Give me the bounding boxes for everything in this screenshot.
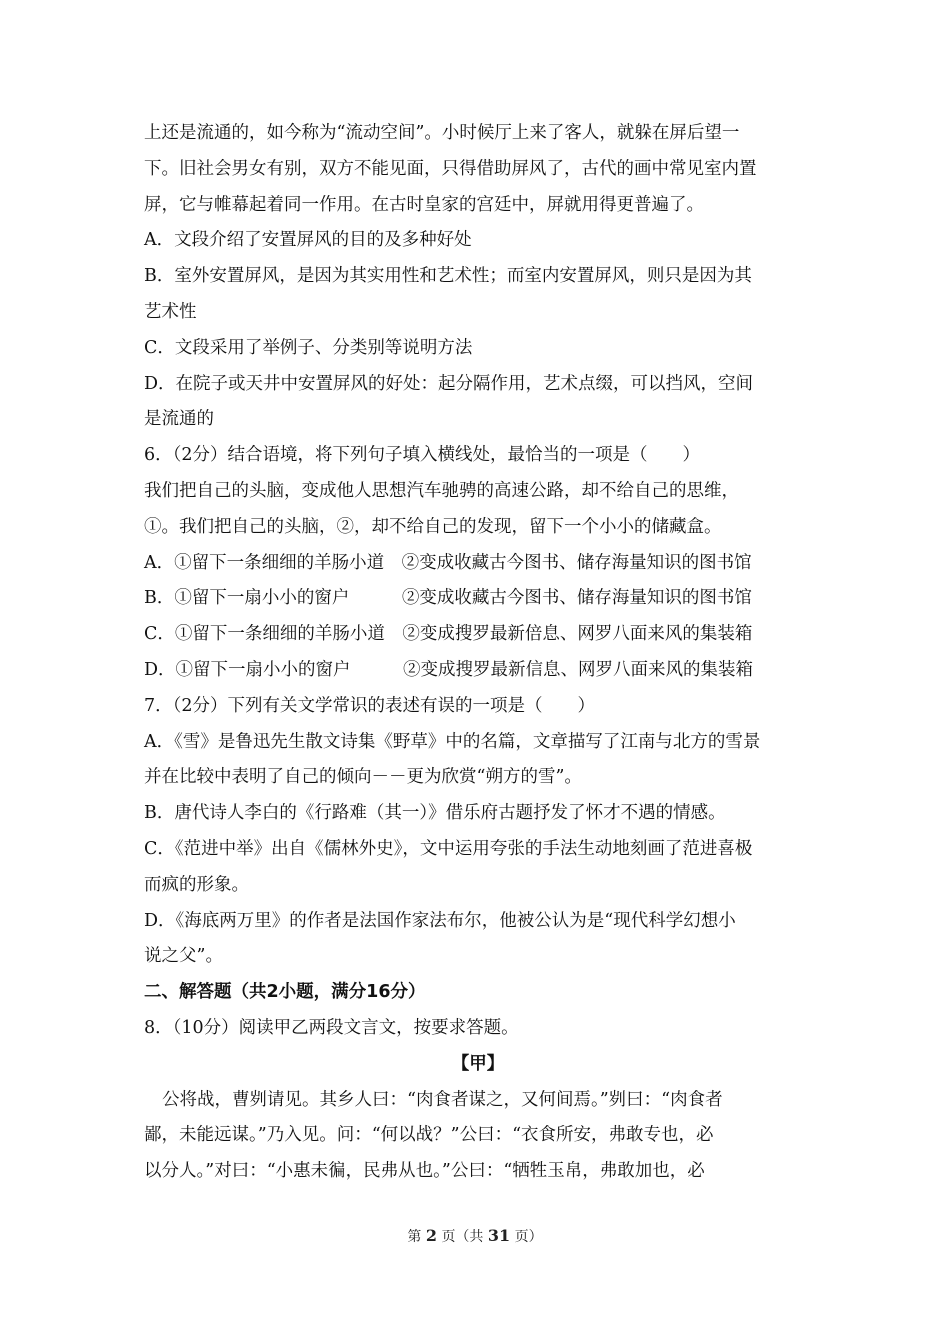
jia-line: 鄙，未能远谋。”乃入见。问：“何以战？”公曰：“衣食所安，弗敢专也，必 (144, 1125, 714, 1146)
q7-option-c: C．《范进中举》出自《儒林外史》，文中运用夸张的手法生动地刻画了范进喜极 (144, 838, 753, 859)
passage-jia-title: 【甲】 (451, 1053, 505, 1074)
q7-option-c-cont: 而疯的形象。 (144, 874, 249, 895)
page-content (144, 116, 812, 1190)
q5-option-b: B．室外安置屏风，是因为其实用性和艺术性；而室内安置屏风，则只是因为其 (144, 266, 752, 287)
q5-option-d: D．在院子或天井中安置屏风的好处：起分隔作用，艺术点缀，可以挡风，空间 (144, 373, 754, 394)
section-heading: 二、解答题（共2小题，满分16分） (144, 982, 426, 1003)
footer-page-number: 2 (425, 1226, 437, 1245)
q6-option-c: C．①留下一条细细的羊肠小道 ②变成搜罗最新倍息、网罗八面来风的集装箱 (144, 624, 753, 645)
q8-stem: 8．（10分）阅读甲乙两段文言文，按要求答题。 (144, 1017, 519, 1038)
q6-option-d: D．①留下一扇小小的窗户 ②变成搜罗最新信息、网罗八面来风的集装箱 (144, 659, 754, 680)
q5-option-d-cont: 是流通的 (144, 409, 214, 430)
q6-stem: 6．（2分）结合语境，将下列句子填入横线处，最恰当的一项是（ ） (144, 445, 701, 466)
passage-line: 下。旧社会男女有别，双方不能见面，只得借助屏风了，古代的画中常见室内置 (144, 158, 757, 179)
q6-option-b: B．①留下一扇小小的窗户 ②变成收藏古今图书、储存海量知识的图书馆 (144, 588, 752, 609)
q5-option-a: A．文段介绍了安置屏风的目的及多种好处 (144, 230, 472, 251)
footer-suffix: 页） (514, 1229, 543, 1245)
footer-total-pages: 31 (487, 1226, 511, 1245)
q7-option-b: B．唐代诗人李白的《行路难（其一）》借乐府古题抒发了怀才不遇的情感。 (144, 803, 726, 824)
jia-line: 以分人。”对曰：“小惠未徧，民弗从也。”公曰：“牺牲玉帛，弗敢加也，必 (144, 1161, 705, 1182)
q7-option-a-cont: 并在比较中表明了自己的倾向－－更为欣赏“朔方的雪”。 (144, 767, 582, 788)
passage-line: 屏，它与帷幕起着同一作用。在古时皇家的宫廷中，屏就用得更普遍了。 (144, 194, 704, 215)
q6-text-line: ①。我们把自己的头脑，②，却不给自己的发现，留下一个小小的储藏盒。 (144, 516, 722, 537)
footer-mid: 页（共 (441, 1229, 484, 1245)
footer-prefix: 第 (407, 1229, 422, 1245)
passage-line: 上还是流通的，如今称为“流动空间”。小时候厅上来了客人，就躲在屏后望一 (144, 123, 740, 143)
page-footer (0, 1226, 950, 1246)
q6-text-line: 我们把自己的头脑，变成他人思想汽车驰骋的高速公路，却不给自己的思维， (144, 480, 739, 501)
q7-option-d: D．《海底两万里》的作者是法国作家法布尔，他被公认为是“现代科学幻想小 (144, 910, 736, 931)
q7-stem: 7．（2分）下列有关文学常识的表述有误的一项是（ ） (144, 695, 596, 716)
q6-option-a: A．①留下一条细细的羊肠小道 ②变成收藏古今图书、储存海量知识的图书馆 (144, 552, 752, 573)
q5-option-c: C．文段采用了举例子、分类别等说明方法 (144, 337, 473, 358)
q7-option-a: A．《雪》是鲁迅先生散文诗集《野草》中的名篇，文章描写了江南与北方的雪景 (144, 731, 761, 752)
jia-line: 公将战，曹刿请见。其乡人曰：“肉食者谋之，又何间焉。”刿曰：“肉食者 (162, 1089, 723, 1110)
q5-option-b-cont: 艺术性 (144, 301, 197, 322)
q7-option-d-cont: 说之父”。 (144, 946, 223, 967)
